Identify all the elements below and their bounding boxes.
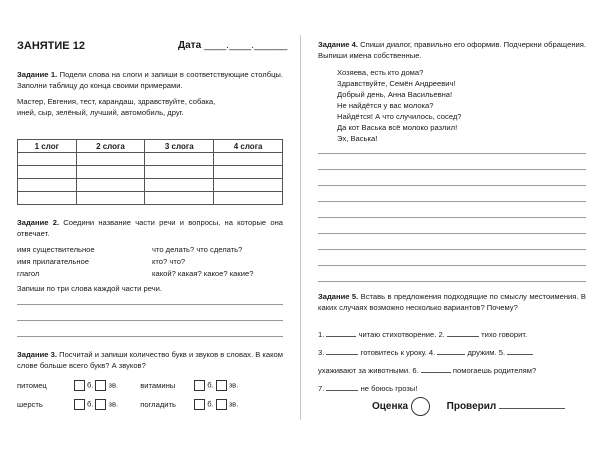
sentence-text: готовитесь к уроку. (360, 348, 427, 357)
letters-label: б. (87, 399, 94, 409)
table-cell[interactable] (76, 192, 145, 205)
table-cell[interactable] (214, 153, 283, 166)
column-1-syllable: 1 слог (18, 140, 77, 153)
pronoun-blank[interactable] (326, 354, 358, 355)
sentence-row-3 (318, 366, 588, 375)
sentence-row-4 (318, 384, 588, 393)
sounds-box[interactable] (95, 399, 106, 410)
sentence-number: 6. (412, 366, 419, 375)
sounds-box[interactable] (216, 399, 227, 410)
writing-line[interactable] (318, 281, 586, 282)
grading-footer (372, 397, 565, 416)
table-cell[interactable] (76, 153, 145, 166)
pronoun-blank[interactable] (437, 354, 465, 355)
sentence-text: дружим. (467, 348, 497, 357)
sentence-number: 1. (318, 330, 325, 339)
word-vitaminy: витамины (140, 380, 176, 390)
task3-row-2 (17, 399, 287, 410)
writing-line[interactable] (318, 233, 586, 234)
pronoun-blank[interactable] (447, 336, 479, 337)
lesson-title: ЗАНЯТИЕ 12 (17, 40, 85, 52)
grade-label: Оценка (372, 401, 409, 413)
column-4-syllables: 4 слога (214, 140, 283, 153)
writing-line[interactable] (17, 320, 283, 321)
writing-line[interactable] (318, 217, 586, 218)
sentence-row-1 (318, 330, 588, 339)
task1-text: Подели слова на слоги и запиши в соответствующие столбцы. Заполни таблицу до конца своими примерами. (17, 70, 283, 90)
letters-box[interactable] (194, 380, 205, 391)
question-verb[interactable]: что делать? что сделать? (152, 245, 243, 254)
task3-title: Задание 3. (17, 350, 57, 359)
dialog-line: Хозяева, есть кто дома? (337, 68, 424, 77)
dialog-line: Найдётся! А что случилось, сосед? (337, 112, 462, 121)
letters-label: б. (207, 399, 214, 409)
task4-title: Задание 4. (318, 40, 358, 49)
dialog-line: Здравствуйте, Семён Андреевич! (337, 79, 456, 88)
task4 (318, 40, 586, 61)
question-adjective[interactable]: какой? какая? какое? какие? (152, 269, 254, 278)
dialog-line: Не найдётся у вас молока? (337, 101, 434, 110)
table-cell[interactable] (214, 166, 283, 179)
sentence-text: не боюсь грозы! (360, 384, 418, 393)
task5-text: Вставь в предложения подходящие по смыслу местоимения. В каких случаях возможно несколько вариантов? Почему? (318, 292, 586, 312)
task2-instruction: Запиши по три слова каждой части речи. (17, 284, 163, 293)
questions-list (152, 244, 253, 280)
writing-line[interactable] (318, 249, 586, 250)
table-cell[interactable] (18, 192, 77, 205)
writing-line[interactable] (318, 153, 586, 154)
table-cell[interactable] (145, 192, 214, 205)
sentence-number: 2. (438, 330, 445, 339)
pronoun-blank[interactable] (421, 372, 451, 373)
table-cell[interactable] (76, 166, 145, 179)
table-cell[interactable] (145, 153, 214, 166)
letters-box[interactable] (194, 399, 205, 410)
task5-title: Задание 5. (318, 292, 359, 301)
dialog-line: Да кот Васька всё молоко разлил! (337, 123, 458, 132)
sounds-label: зв. (108, 380, 119, 390)
table-cell[interactable] (18, 153, 77, 166)
sentence-text: читаю стихотворение. (358, 330, 437, 339)
task3-row-1 (17, 380, 287, 391)
column-3-syllables: 3 слога (145, 140, 214, 153)
word-sherst: шерсть (17, 399, 43, 409)
sentence-number: 5. (498, 348, 506, 357)
column-divider (300, 35, 301, 420)
sentence-number: 7. (318, 384, 325, 393)
part-adjective[interactable]: имя прилагательное (17, 257, 89, 266)
writing-line[interactable] (17, 336, 283, 337)
sounds-label: зв. (228, 380, 239, 390)
task1-title: Задание 1. (17, 70, 58, 79)
writing-line[interactable] (318, 201, 586, 202)
table-cell[interactable] (214, 192, 283, 205)
date-field[interactable] (178, 40, 287, 51)
writing-line[interactable] (318, 169, 586, 170)
sounds-label: зв. (228, 399, 239, 409)
task2-text: Соедини название части речи и вопросы, на которые она отвечает. (17, 218, 283, 238)
part-noun[interactable]: имя существительное (17, 245, 95, 254)
letters-box[interactable] (74, 399, 85, 410)
dialog-line: Добрый день, Анна Васильевна! (337, 90, 453, 99)
task2-title: Задание 2. (17, 218, 60, 227)
letters-label: б. (207, 380, 214, 390)
sentence-number: 4. (428, 348, 436, 357)
task2 (17, 218, 283, 239)
sentence-text: тихо говорит. (481, 330, 528, 339)
column-2-syllables: 2 слога (76, 140, 145, 153)
writing-line[interactable] (318, 265, 586, 266)
sounds-label: зв. (108, 399, 119, 409)
task3 (17, 350, 283, 371)
task1-words-2: иней, сыр, зелёный, лучший, автомобиль, друг. (17, 107, 184, 117)
word-pogladit: погладить (140, 399, 176, 409)
table-cell[interactable] (145, 166, 214, 179)
task4-text: Спиши диалог, правильно его оформив. Подчеркни обращения. Выпиши имена собственные. (318, 40, 586, 60)
task1-words-1: Мастер, Евгения, тест, карандаш, здравствуйте, собака, (17, 97, 216, 106)
table-cell[interactable] (18, 179, 77, 192)
date-blanks: ____.____.______ (203, 40, 288, 51)
pronoun-blank[interactable] (326, 336, 356, 337)
parts-of-speech (17, 244, 95, 280)
checked-label: Проверил (446, 401, 497, 413)
task1 (17, 70, 283, 118)
syllable-table[interactable] (17, 139, 283, 205)
sounds-box[interactable] (216, 380, 227, 391)
table-cell[interactable] (18, 166, 77, 179)
sentence-row-2 (318, 348, 588, 357)
word-pitomets: питомец (17, 380, 47, 390)
dialog (337, 67, 462, 144)
grade-circle[interactable] (411, 397, 430, 416)
writing-line[interactable] (17, 304, 283, 305)
task3-text: Посчитай и запиши количество букв и звуков в словах. В каком слове больше всего букв? А звуков? (17, 350, 283, 370)
table-cell[interactable] (145, 179, 214, 192)
date-label: Дата (178, 40, 202, 51)
pronoun-blank[interactable] (326, 390, 358, 391)
table-cell[interactable] (214, 179, 283, 192)
writing-line[interactable] (318, 185, 586, 186)
sentence-number: 3. (318, 348, 325, 357)
task5 (318, 292, 586, 313)
table-cell[interactable] (76, 179, 145, 192)
letters-box[interactable] (74, 380, 85, 391)
dialog-line: Эх, Васька! (337, 134, 378, 143)
checked-signature-line[interactable] (499, 408, 565, 409)
sentence-text: ухаживают за животными. (318, 366, 411, 375)
pronoun-blank[interactable] (507, 354, 533, 355)
letters-label: б. (87, 380, 94, 390)
sentence-text: помогаешь родителям? (452, 366, 537, 375)
part-verb[interactable]: глагол (17, 269, 40, 278)
question-noun[interactable]: кто? что? (152, 257, 186, 266)
sounds-box[interactable] (95, 380, 106, 391)
